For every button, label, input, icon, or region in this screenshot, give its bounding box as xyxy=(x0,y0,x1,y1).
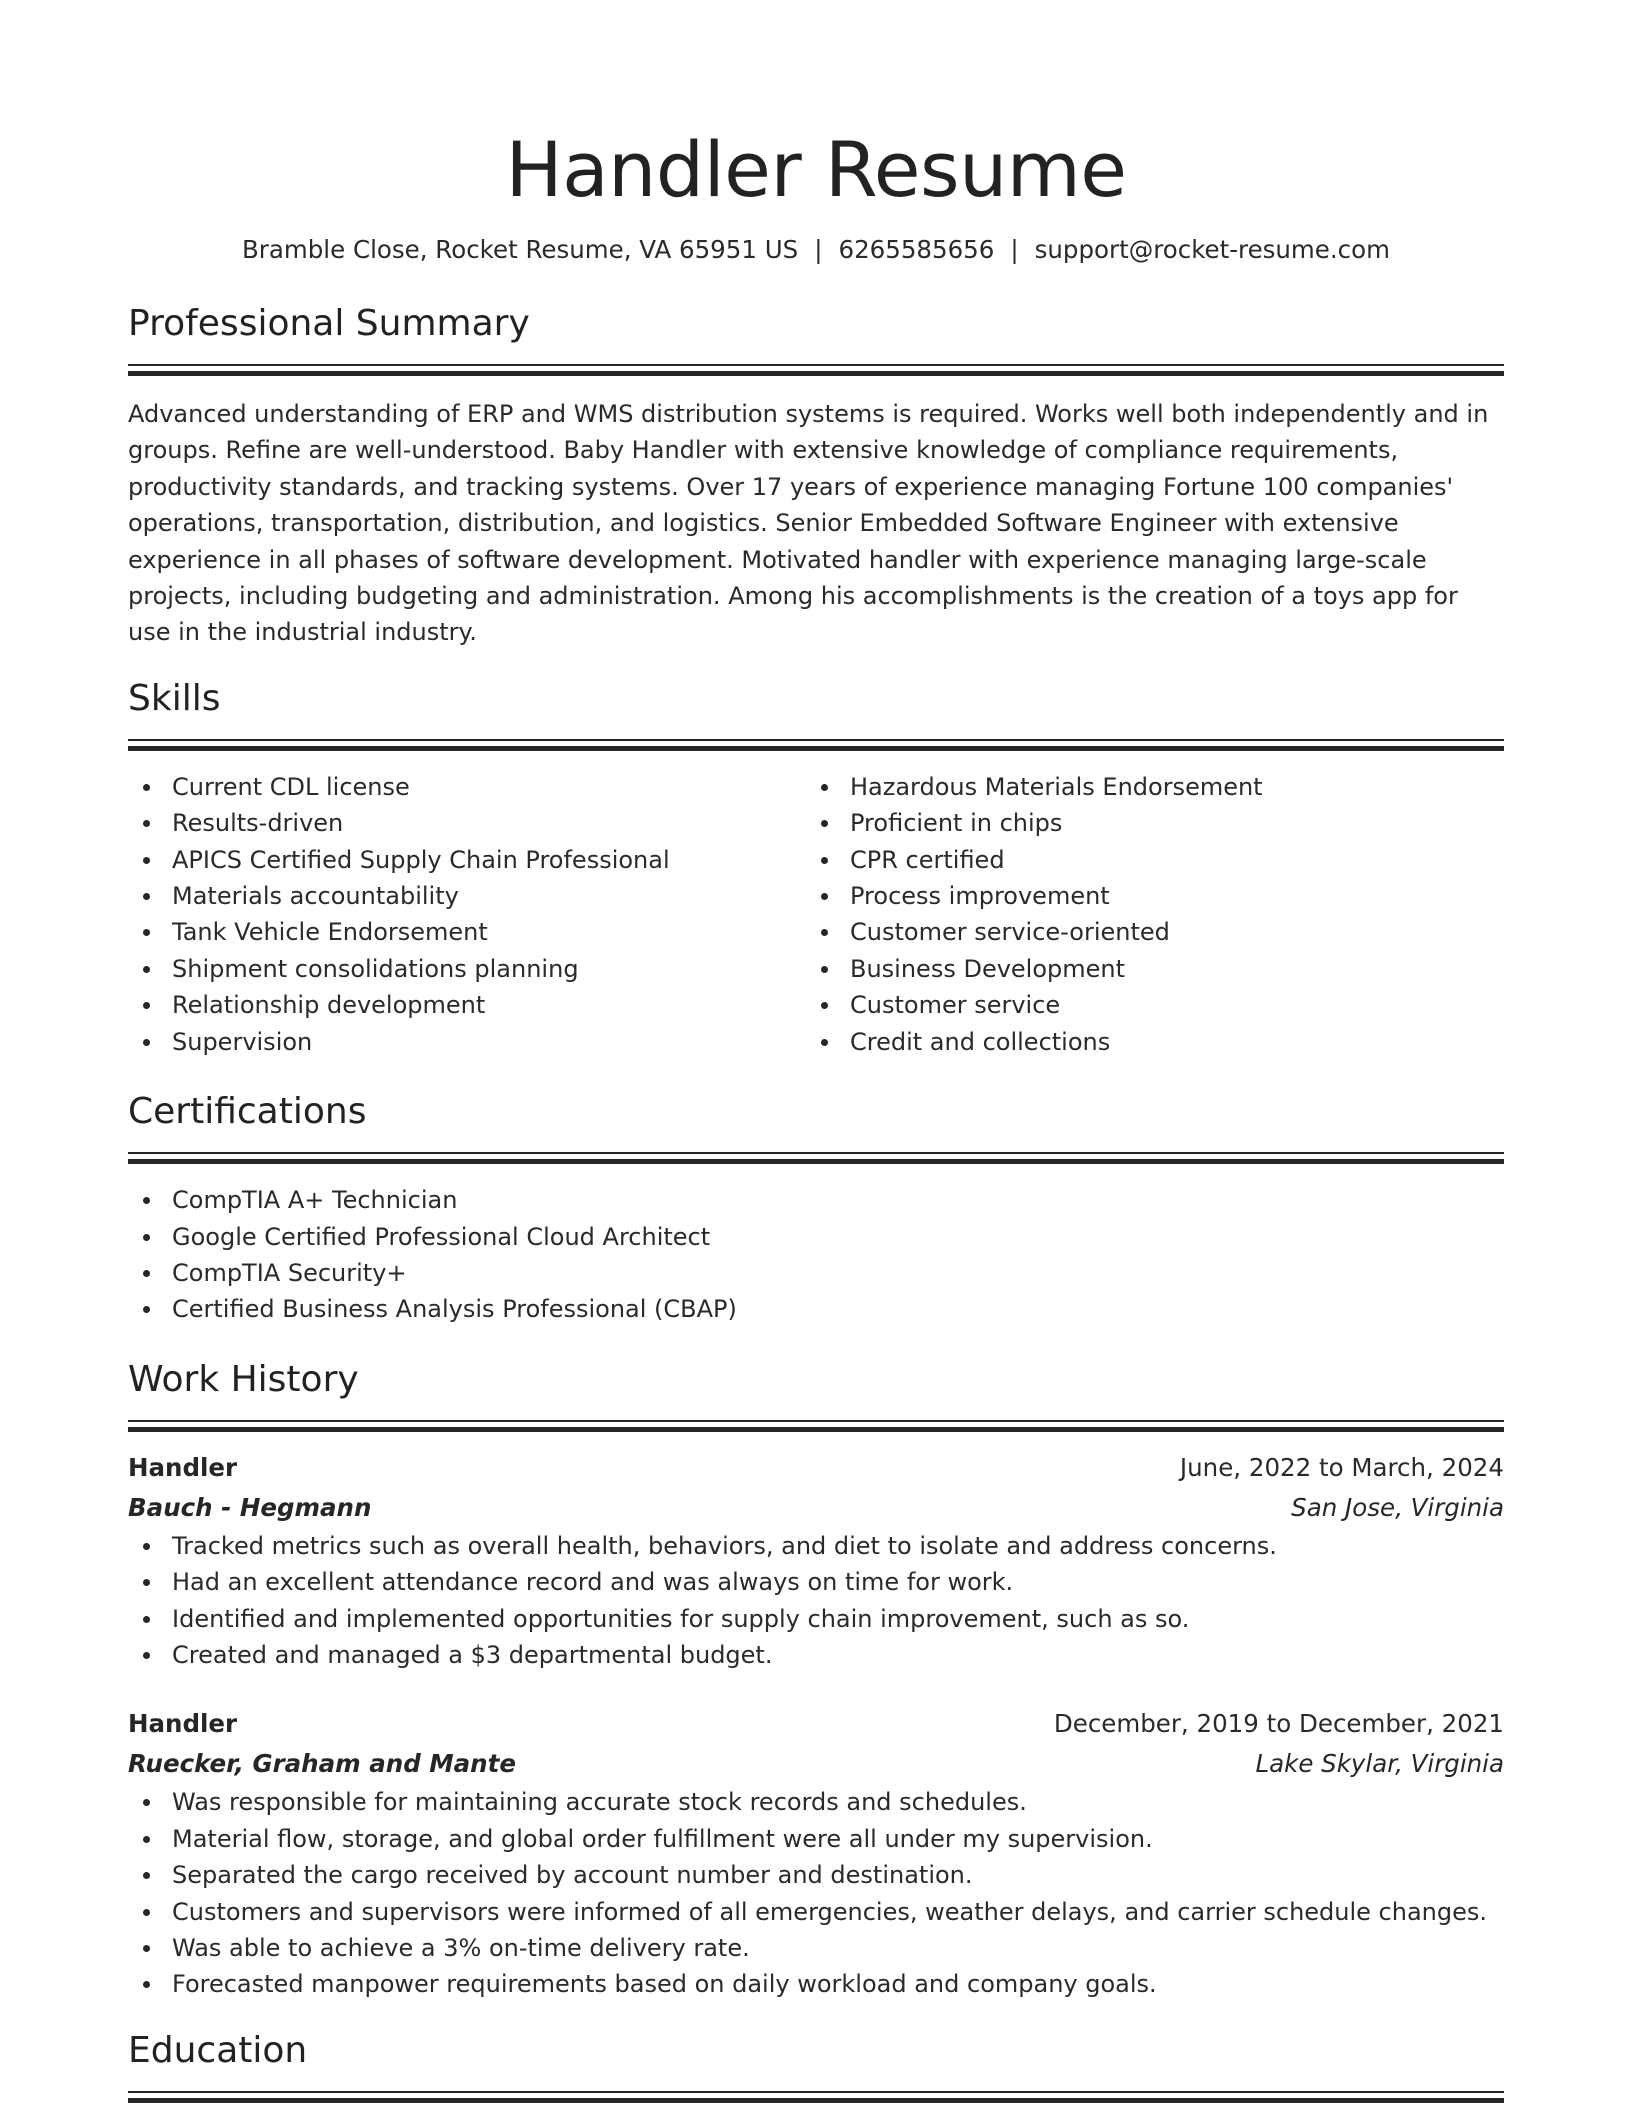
job-dates: June, 2022 to March, 2024 xyxy=(1179,1452,1504,1482)
section-divider xyxy=(128,1152,1504,1164)
skill-item: Supervision xyxy=(128,1024,806,1060)
job-duties xyxy=(128,1784,1504,2002)
skill-item: APICS Certified Supply Chain Professional xyxy=(128,842,806,878)
job-duty-item: Identified and implemented opportunities for supply chain improvement, such as so. xyxy=(128,1601,1504,1637)
job-dates: December, 2019 to December, 2021 xyxy=(1053,1709,1504,1739)
summary-section xyxy=(128,302,1504,651)
section-title-certifications: Certifications xyxy=(128,1091,367,1133)
skills-left-column xyxy=(128,769,806,1060)
skill-item: CPR certified xyxy=(806,842,1484,878)
certification-item: CompTIA A+ Technician xyxy=(128,1182,1504,1218)
education-section xyxy=(128,2029,1504,2103)
job-duty-item: Material flow, storage, and global order fulfillment were all under my supervision. xyxy=(128,1821,1504,1857)
job-company: Ruecker, Graham and Mante xyxy=(128,1749,516,1779)
job-entry xyxy=(128,1448,1504,1674)
skill-item: Tank Vehicle Endorsement xyxy=(128,914,806,950)
skill-item: Proficient in chips xyxy=(806,805,1484,841)
contact-separator: | xyxy=(1010,235,1019,264)
skill-item: Hazardous Materials Endorsement xyxy=(806,769,1484,805)
work-history-section xyxy=(128,1358,1504,2003)
skills-grid xyxy=(128,769,1504,1060)
job-subheader xyxy=(128,1744,1504,1784)
section-divider xyxy=(128,2091,1504,2103)
skill-item: Materials accountability xyxy=(128,878,806,914)
skill-item: Customer service-oriented xyxy=(806,914,1484,950)
job-title: Handler xyxy=(128,1452,238,1482)
section-title-summary: Professional Summary xyxy=(128,303,530,344)
job-header xyxy=(128,1448,1504,1488)
job-title: Handler xyxy=(128,1709,238,1739)
job-duty-item: Customers and supervisors were informed of all emergencies, weather delays, and carrier schedule changes. xyxy=(128,1894,1504,1930)
certification-item: Certified Business Analysis Professional (CBAP) xyxy=(128,1291,1504,1327)
certification-item: Google Certified Professional Cloud Architect xyxy=(128,1219,1504,1255)
job-duty-item: Had an excellent attendance record and was always on time for work. xyxy=(128,1564,1504,1600)
job-company: Bauch - Hegmann xyxy=(128,1492,372,1522)
certification-item: CompTIA Security+ xyxy=(128,1255,1504,1291)
skill-item: Customer service xyxy=(806,987,1484,1023)
section-divider xyxy=(128,364,1504,376)
job-duties xyxy=(128,1528,1504,1674)
contact-phone: 6265585656 xyxy=(838,235,995,264)
job-duty-item: Tracked metrics such as overall health, behaviors, and diet to isolate and address concerns. xyxy=(128,1528,1504,1564)
job-subheader xyxy=(128,1488,1504,1528)
certifications-section xyxy=(128,1090,1504,1328)
job-location: Lake Skylar, Virginia xyxy=(1255,1749,1504,1779)
job-duty-item: Separated the cargo received by account number and destination. xyxy=(128,1857,1504,1893)
job-duty-item: Was able to achieve a 3% on-time delivery rate. xyxy=(128,1930,1504,1966)
skill-item: Shipment consolidations planning xyxy=(128,951,806,987)
job-location: San Jose, Virginia xyxy=(1291,1492,1504,1522)
summary-text: Advanced understanding of ERP and WMS distribution systems is required. Works well both independently and in groups. Refine are well-understood. Baby Handler with extensive knowledge of compliance requirements, productivity standards, and tracking systems. Over 17 years of experience managing Fortune 100 companies' operations, transportation, distribution, and logistics. Senior Embedded Software Engineer with extensive experience in all phases of software development. Motivated handler with experience managing large-scale projects, including budgeting and administration. Among his accomplishments is the creation of a toys app for use in the industrial industry. xyxy=(128,400,1489,647)
contact-address: Bramble Close, Rocket Resume, VA 65951 US xyxy=(242,235,799,264)
job-duty-item: Forecasted manpower requirements based on daily workload and company goals. xyxy=(128,1966,1504,2002)
section-divider xyxy=(128,1420,1504,1432)
job-duty-item: Created and managed a $3 departmental budget. xyxy=(128,1637,1504,1673)
section-title-skills: Skills xyxy=(128,677,221,719)
contact-email: support@rocket-resume.com xyxy=(1034,235,1390,264)
contact-line xyxy=(128,234,1504,266)
skill-item: Relationship development xyxy=(128,987,806,1023)
skills-section xyxy=(128,677,1504,1060)
job-duty-item: Was responsible for maintaining accurate stock records and schedules. xyxy=(128,1784,1504,1820)
job-header xyxy=(128,1704,1504,1744)
section-divider xyxy=(128,739,1504,751)
skill-item: Process improvement xyxy=(806,878,1484,914)
skill-item: Results-driven xyxy=(128,805,806,841)
section-title-education: Education xyxy=(128,2029,308,2071)
skill-item: Credit and collections xyxy=(806,1024,1484,1060)
job-entry xyxy=(128,1704,1504,2002)
certifications-list xyxy=(128,1182,1504,1328)
skills-right-column xyxy=(806,769,1484,1060)
skill-item: Business Development xyxy=(806,951,1484,987)
resume-name: Handler Resume xyxy=(505,125,1127,214)
contact-separator: | xyxy=(814,235,823,264)
resume-page xyxy=(128,0,1504,2103)
section-title-work-history: Work History xyxy=(128,1358,359,1400)
skill-item: Current CDL license xyxy=(128,769,806,805)
